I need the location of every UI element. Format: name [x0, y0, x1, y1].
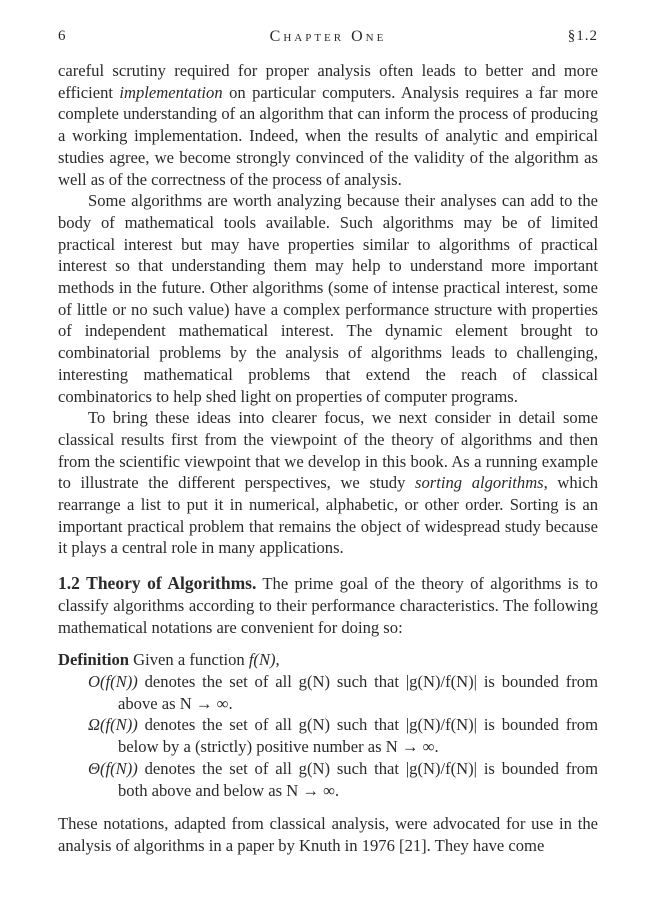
page-number: 6 [58, 28, 66, 44]
emphasis-implementation: implementation [119, 82, 223, 102]
definition-label: Definition [58, 650, 129, 670]
closing-paragraph: These notations, adapted from classical analysis, were advocated for use in the analysis of algorithms in a paper by Knuth in 1976 [21]. They have come [58, 814, 598, 855]
paragraph-1: careful scrutiny required for proper analysis often leads to better and more efficient implementation on particular computers. Analysis requires a far more complete understanding of an algorithm that can inform the process of producing a working implementation. Indeed, when the results of analytic and empirical studies agree, we become strongly convinced of the validity of the algorithm as well as of the correctness of the process of analysis. [58, 61, 598, 189]
definition-big-omega: Ω(f(N)) denotes the set of all g(N) such that |g(N)/f(N)| is bounded from below by a (strictly) positive number as N → ∞. [88, 715, 598, 757]
section-title: 1.2 Theory of Algorithms. [58, 573, 257, 594]
definition-intro: Definition Given a function f(N), [58, 650, 280, 670]
chapter-title: Chapter One [269, 28, 387, 45]
paragraph-2: Some algorithms are worth analyzing because their analyses can add to the body of mathematical tools available. Such algorithms may be of limited practical interest but may have properties similar to algorithms of practical interest so that understanding them may help to understand more important methods in the future. Other algorithms (some of intense practical interest, some of little or no such value) have a complex performance structure with properties of independent mathematical interest. The dynamic element brought to combinatorial problems by the analysis of algorithms leads to challenging, interesting mathematical problems that extend the reach of classical combinatorics to help shed light on properties of computer programs. [58, 191, 598, 406]
running-head [58, 28, 598, 48]
section-heading-paragraph: 1.2 Theory of Algorithms. The prime goal of the theory of algorithms is to classify algorithms according to their performance characteristics. The following mathematical notations are convenient for doing so: [58, 573, 598, 637]
definition-big-theta: Θ(f(N)) denotes the set of all g(N) such that |g(N)/f(N)| is bounded from both above and below as N → ∞. [88, 758, 598, 800]
section-marker: §1.2 [567, 28, 598, 44]
emphasis-sorting-algorithms: sorting algorithms [415, 473, 544, 493]
page-body [58, 60, 598, 857]
paragraph-3: To bring these ideas into clearer focus, we next consider in detail some classical results first from the viewpoint of the theory of algorithms and then from the scientific viewpoint that we develop in this book. As a running example to illustrate the different perspectives, we study sorting algorithms, which rearrange a list to put it in numerical, alphabetic, or other order. Sorting is an important practical problem that remains the object of widespread study because it plays a central role in many applications. [58, 408, 598, 558]
definition-block [58, 649, 598, 801]
definition-big-o: O(f(N)) denotes the set of all g(N) such that |g(N)/f(N)| is bounded from above as N → ∞. [88, 671, 598, 713]
